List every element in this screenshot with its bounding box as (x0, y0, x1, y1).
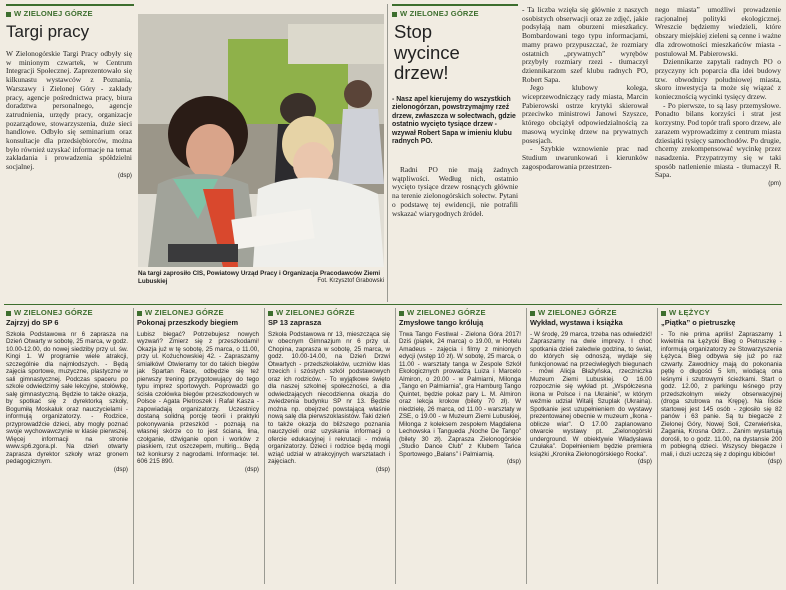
item-text: Szkoła Podstawowa nr 6 zaprasza na Dzień Otwarty w sobotę, 25 marca, w godz. 10.00-12.00, do nowej siedziby przy ul. św. Kingi 1. W programie wiele atrakcji, szczególnie dla najmłodszych. - Będą zajęcia sportowe, muzyczne, plastyczne w sali gimnastycznej. Podczas spaceru po szkole odwiedzimy sale lekcyjne, stołówkę, salę gimnastyczną. Będzie to także okazja, by spotkać się z dyrektorką szkoły, Bogumiłą Moskaluk oraz nauczycielami - informują organizatorzy. - Rodzice, przyprowadźcie dzieci, aby mogły poznać swoje wychowawczynie w klasie pierwszej. Więcej informacji na stronie www.sp6.zgora.pl. Na dzień otwarty zaprasza dyrektor szkoły wraz gronem pedagogicznym. (6, 330, 128, 466)
article-paragraph: - Szybkie wznowienie prac nad Studium uwarunkowań i kierunków zagospodarowania przestrzen- (522, 144, 648, 171)
photo-caption: Na targi zaprosiło CIS, Powiatowy Urząd Pracy i Organizacja Pracodawców Ziemi Lubuskiej (138, 270, 381, 285)
item-title: Wykład, wystawa i książka (530, 318, 623, 327)
title-line: wycince (394, 41, 460, 63)
article-paragraph: - Po pierwsze, to są lasy przemysłowe. Ponadto bilans korzyści i strat jest korzystny. Pod topór trafi sporo drzew, ale zarazem wyprowadzimy z centrum miasta dziesiątki tysięcy samochodów. Po drugie, chcemy zrekompensować wycinkę przez nasadzenia. Przypatrzymy się w taki sposób natlenienie miasta - tłumaczył R. Sapa. (655, 100, 781, 180)
title-line: Stop (394, 21, 433, 42)
article-paragraph: nego miasta” umożliwi prowadzenie racjonalnej polityki ekologicznej. Wreszcie będziemy wiedzieli, które obszary miejskiej zieleni są cenne i ważne dla zdrowotności mieszkańców miasta - postulował M. Pabierowski. (655, 5, 781, 58)
article-paragraph: Radni PO nie mają żadnych wątpliwości. Według nich, ostatnio wycięto tysiące drzew rosnących głównie na terenie zielonogórskich sołectw. Pytani o podstawę tej ewidencji, nie potrafili wskazać wiarygodnych źródeł. (392, 165, 518, 218)
item-title: Pokonaj przeszkody biegiem (137, 318, 239, 327)
section-rule (6, 4, 134, 6)
article-body (392, 166, 518, 218)
column-divider (526, 308, 527, 584)
short-item-tango (399, 308, 521, 588)
column-divider (395, 308, 396, 584)
signature: (dsp) (113, 465, 128, 473)
signature: (dsp) (637, 458, 652, 466)
section-rule (392, 4, 518, 6)
article-lead (392, 96, 518, 146)
column-divider (657, 308, 658, 584)
article-paragraph: Jego klubowy kolega, wiceprzewodniczący rady miasta, Marcin Pabierowski ostrze krytyki skierował przeciwko ministrowi Janowi Szyszce, którego obciążył odpowiedzialnością za masową wycinkę drzew na prywatnych posesjach. (522, 83, 648, 145)
section-label: W ZIELONEJ GÓRZE (268, 308, 390, 317)
article-title (394, 22, 460, 84)
short-item-wyklad (530, 308, 652, 588)
photo-credit: Fot. Krzysztof Grabowski (317, 278, 384, 284)
article-stop-wycince (392, 4, 518, 304)
photo-image (138, 14, 384, 267)
article-paragraph: - Ta liczba wzięła się głównie z naszych osobistych obserwacji oraz ze zdjęć, jakie podsyłają nam oburzeni mieszkańcy. Bombardowani tego typu informacjami, mamy prawo przypuszczać, że rozmiary ostatnich „prywatnych” wyrębów przybyły rozmiary rzezi - tłumaczył dziennikarzom szef klubu radnych PO, Robert Sapa. (522, 5, 648, 84)
signature: (pm) (768, 180, 781, 188)
column-divider (133, 308, 134, 584)
section-label: W ZIELONEJ GÓRZE (6, 308, 128, 317)
article-targi-pracy (6, 4, 384, 304)
item-text: Szkoła Podstawowa nr 13, mieszcząca się w obecnym Gimnazjum nr 6 przy ul. Chopina, zaprasza w sobotę, 25 marca, w godz. 10.00-14.00, na Dzień Drzwi Otwartych - przedszkolaków, uczniów klas trzecich i szóstych szkół podstawowych oraz ich rodziców. - To wyjątkowe święto dla naszej szkolnej społeczności, a dla odwiedzających niecodzienna okazja do zwiedzenia budynku SP nr 13. Będzie można np. obejrzeć powstającą właśnie nową salę dla pierwszoklasistów. Taki dzień to także okazja do bliższego poznania nauczycieli oraz uzyskania informacji o ofercie edukacyjnej i rekrutacji - mówią organizatorzy. Dzieci i rodzice będą mogli wziąć udział w atrakcyjnych warsztatach i zajęciach. (268, 330, 390, 466)
news-photo (138, 14, 384, 267)
item-text: Trwa Tango Festiwal - Zielona Góra 2017! Dziś (piątek, 24 marca) o 19.00, w Hotelu Amadeus - zajęcia i filmy z minionych edycji (wstęp 10 zł). W sobotę, 25 marca, o 11.00 - warsztaty tanga w Zespole Szkół Ekologicznych prowadzą Luiza i Marcelo Almiron, o 20.00 - w Palmiarni, Milonga „Tango en Palmiarnia”, gra Hamburg Tango Quintet, będzie pokaz pary L. M. Almiron oraz lekcja krokow (bilety 70 zł). W niedzielę, 26 marca, od 11.00 - warsztaty w ZSE, o 19.00 - w Muzeum Ziemi Lubuskiej, Milonga z koleksem zespołem Magdalena Lechowska i Tangueda „Noche De Tango” (bilety 30 zł). Zaprasza Zielonogórskie „Studio Dance Club” z Klubem Tańca Sportowego „Balans” i Palmiarnią. (399, 330, 521, 458)
article-paragraph: Dziennikarze zapytali radnych PO o przyczyny ich poparcia dla idei budowy tzw. obwodnicy południowej miasta, skoro inwestycja ta może się wiązać z koniecznością wycinki tysięcy drzew. (655, 57, 781, 102)
photo-caption-block (138, 270, 384, 285)
item-title: Zmysłowe tango królują (399, 318, 484, 327)
item-text: - W środę, 29 marca, trzeba nas odwiedzić! Zapraszamy na dwie imprezy. I choć spotkania dzieli zaledwie godzina, to świat, do których się odnoszą, wydaje się funkcjonować na przeciwległych biegunach - mówi Alicja Błażyńska, rzeczniczka Muzeum Ziemi Lubuskiej. O 16.00 rozpocznie się wykład pt. „Współczesna ikona w Polsce i na Ukrainie”, w którym weźmie udział Witalij Szuplak (Ukraina). Spotkanie jest uzupełnieniem do wystawy prezentowanej obecnie w muzeum „Ikona - oblicze wiar”. O 17.00 zaplanowano otwarcie wystawy pt. „Zielonogórski underground. W obiektywie Władysława Czułaka”. Dopełnieniem będzie premiera książki „Kronika Zielonogórskiego Rocka”. (530, 330, 652, 458)
article-paragraph: W Zielonogórskie Targi Pracy odbyły się w minionym czwartek, w Centrum Integracji Społecznej. Zaprezentowało się kilkunastu wystawców z Poznania, Warszawy i Zielonej Góry - zakłady pracy, agencje pośrednictwa pracy, biura doradztwa personalnego, agencje zatrudnienia, urzędy pracy, organizacje pozarządowe, stowarzyszenia, duże sieci handlowe. Odbyło się seminarium oraz konsultacje dla przedsiębiorców, można było również uzyskać informacje na temat zakładania i prowadzenia spółdzielni socjalnej. (6, 49, 132, 172)
section-label: W ŁĘŻYCY (661, 308, 782, 317)
article-body (6, 50, 132, 179)
item-text: - To nie prima aprilis! Zapraszamy 1 kwietnia na Łężycki Bieg o Pietruszkę - informują organizatorzy ze Stowarzyszenia Łężyca. Bieg odbywa się już po raz czwarty. Zawodnicy mają do pokonania pętlę o długości 5 km, wiodącą ona leśnymi i szutrowymi ścieżkami. Start o godz. 12.00, z parkingu leśnego przy przedszkolnym wieży obserwacyjnej (droga szutrowa na Krępę). Na liście startowej jest 145 osób - zgłosiło się 82 panów i 63 panie. Są tu biegacze z Zielonej Góry, Nowej Soli, Czerwieńska, Żagania, Krosna Odrz... Zanim wystartują dorośli, to o godz. 11.00, na dystansie 200 m pobiegną dzieci. Wszyscy biegacze i mali, i duzi uczczą się z dopingu kibiców! (661, 330, 782, 458)
signature: (dsp) (117, 171, 132, 179)
column-divider (264, 308, 265, 584)
item-text: Lubisz biegać? Potrzebujesz nowych wyzwań? Zmierz się z przeszkodami! Okazja już w tę sobotę, 25 marca, o 11.00, przy ul. Kożuchowskiej 42. - Zapraszamy śmiałków! Otwieramy tor do takich biegów jak Spartan Race, odbędzie się też pierwszy trening przygotowujący do tego typu imprez sportowych. Poprowadzi go ścisła czołówka biegów przeszkodowych w Polsce - Agata Pietroszek i Rafał Kasza - zapowiadają organizatorzy. Uczestnicy dostaną solidną porcję teorii i praktyki pokonywania przeszkód - poznają na własnej skórze co to jest ściana, lina, czołganie, dźwiganie opon i worków z piaskiem, rzut oszczepem, multirig... Będą też konkursy z nagrodami. Informacje: tel. 606 215 890. (137, 330, 259, 466)
item-title: „Piątka” o pietruszkę (661, 318, 736, 327)
signature: (dsp) (375, 465, 390, 473)
section-label: W ZIELONEJ GÓRZE (530, 308, 652, 317)
short-item-sp13 (268, 308, 390, 588)
item-title: SP 13 zaprasza (268, 318, 322, 327)
title-line: drzew! (394, 62, 449, 83)
column-divider (387, 4, 388, 302)
short-item-pietruszka (661, 308, 782, 588)
horizontal-divider (4, 304, 782, 305)
signature: (dsp) (244, 465, 259, 473)
text-column-1 (522, 6, 648, 171)
short-news-row (6, 308, 782, 588)
short-item-przeszkody (137, 308, 259, 588)
text-column-2 (655, 6, 781, 187)
article-continuation (522, 4, 782, 304)
article-title: Targi pracy (6, 22, 90, 41)
section-label: W ZIELONEJ GÓRZE (6, 9, 93, 18)
lead-paragraph: - Nasz apel kierujemy do wszystkich zielonogórzan, powstrzymajmy rzeź drzew, zwłaszcza w sołectwach, gdzie ostatnio wycięto tysiące drzew - wzywał Robert Sapa w imieniu klubu radnych PO. (392, 96, 516, 146)
signature: (dsp) (767, 458, 782, 466)
short-item-sp6 (6, 308, 128, 588)
section-label: W ZIELONEJ GÓRZE (137, 308, 259, 317)
section-label: W ZIELONEJ GÓRZE (399, 308, 521, 317)
item-title: Zajrzyj do SP 6 (6, 318, 59, 327)
signature: (dsp) (506, 458, 521, 466)
section-label: W ZIELONEJ GÓRZE (392, 9, 479, 18)
